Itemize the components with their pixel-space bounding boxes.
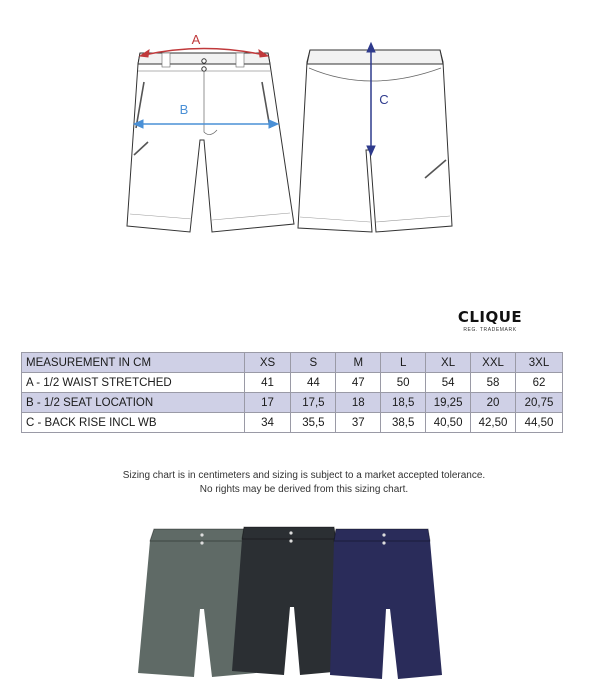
table-cell: 44: [291, 373, 336, 393]
brand-name: CLIQUE: [457, 308, 523, 326]
header-size-m: M: [336, 353, 381, 373]
header-size-l: L: [381, 353, 426, 373]
table-cell: 37: [336, 413, 381, 433]
table-cell: 20: [471, 393, 516, 413]
table-row: [22, 413, 563, 433]
measurement-c-label: C: [379, 92, 389, 107]
size-chart-table: [21, 352, 563, 433]
table-cell: 20,75: [516, 393, 563, 413]
table-cell: 54: [426, 373, 471, 393]
table-cell: 34: [244, 413, 291, 433]
table-cell: 58: [471, 373, 516, 393]
table-cell: 35,5: [291, 413, 336, 433]
table-cell: 19,25: [426, 393, 471, 413]
table-cell: 38,5: [381, 413, 426, 433]
table-cell: 62: [516, 373, 563, 393]
sizing-note: [0, 469, 608, 497]
row-label: A - 1/2 WAIST STRETCHED: [22, 373, 245, 393]
table-header-row: [22, 353, 563, 373]
row-label: B - 1/2 SEAT LOCATION: [22, 393, 245, 413]
brand-logo: [450, 308, 530, 333]
table-row: [22, 373, 563, 393]
sizing-note-line-2: No rights may be derived from this sizing chart.: [199, 484, 409, 495]
header-size-3xl: 3XL: [516, 353, 563, 373]
shorts-photo-black: [232, 527, 344, 675]
header-measurement: MEASUREMENT IN CM: [22, 353, 245, 373]
header-size-xs: XS: [244, 353, 291, 373]
measurement-b-label: B: [179, 102, 189, 117]
table-cell: 44,50: [516, 413, 563, 433]
shorts-front-view: [127, 53, 294, 232]
header-size-xl: XL: [426, 353, 471, 373]
table-cell: 50: [381, 373, 426, 393]
table-cell: 18,5: [381, 393, 426, 413]
header-size-xxl: XXL: [471, 353, 516, 373]
product-color-photos: [136, 525, 446, 680]
brand-trademark: REG. TRADEMARK: [463, 327, 517, 333]
table-cell: 40,50: [426, 413, 471, 433]
table-row: [22, 393, 563, 413]
row-label: C - BACK RISE INCL WB: [22, 413, 245, 433]
header-size-s: S: [291, 353, 336, 373]
table-cell: 42,50: [471, 413, 516, 433]
table-cell: 47: [336, 373, 381, 393]
table-cell: 17: [244, 393, 291, 413]
shorts-back-view: [298, 50, 452, 232]
sizing-note-line-1: Sizing chart is in centimeters and sizing is subject to a market accepted tolerance.: [122, 470, 486, 481]
shorts-measurement-diagram: [0, 0, 608, 250]
table-cell: 18: [336, 393, 381, 413]
table-cell: 41: [244, 373, 291, 393]
measurement-a-label: A: [191, 32, 201, 47]
shorts-photo-navy: [330, 529, 442, 679]
table-cell: 17,5: [291, 393, 336, 413]
